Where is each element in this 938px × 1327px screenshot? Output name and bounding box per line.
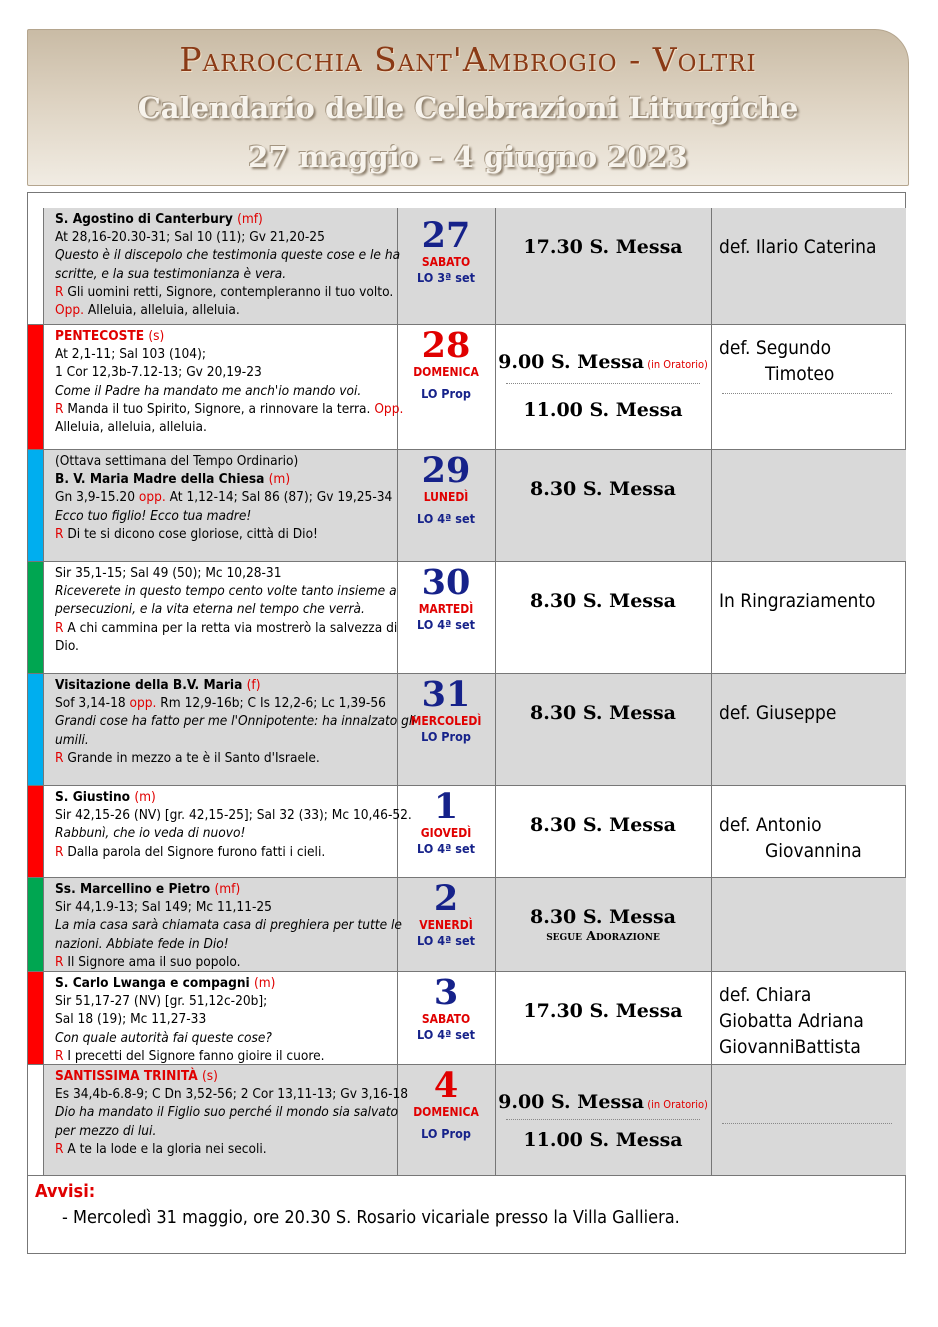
reading-text: Riceverete in questo tempo cento volte tanto insieme a persecuzioni, e la vita eterna nel tempo che verrà. (55, 583, 397, 618)
mass-separator (506, 383, 700, 384)
liturgy-of-hours: LO 4ª set (417, 511, 475, 526)
mass-intention: def. Segundo (719, 337, 832, 359)
reading-line (55, 1103, 417, 1139)
day-name: LUNEDÌ (423, 490, 469, 504)
reading-text: Rabbunì, che io veda di nuovo! (55, 825, 246, 842)
mass-location-note: (in Oratorio) (644, 1098, 708, 1111)
mass-label: 11.00 S. Messa (523, 399, 683, 421)
mass-time (495, 1129, 711, 1151)
reading-text: Gli uomini retti, Signore, contempleranno il tuo volto. (67, 283, 394, 300)
reading-line (55, 452, 417, 470)
day-row (28, 1065, 906, 1176)
day-number: 4 (433, 1065, 459, 1106)
day-row (28, 786, 906, 878)
reading-text: (m) (134, 789, 156, 805)
calendar-subtitle: Calendario delle Celebrazioni Liturgiche (137, 91, 799, 125)
day-name: SABATO (421, 255, 471, 269)
mass-label: 17.30 S. Messa (523, 1000, 683, 1022)
mass-location-note: (in Oratorio) (644, 358, 708, 371)
reading-text: R (55, 619, 68, 636)
reading-text: R (55, 525, 68, 542)
liturgy-of-hours: LO Prop (421, 1126, 471, 1141)
reading-text: SANTISSIMA TRINITÀ (55, 1068, 202, 1084)
day-date (397, 450, 495, 527)
liturgical-color-bar (28, 674, 44, 785)
liturgical-color-bar (28, 562, 44, 673)
day-number: 3 (433, 972, 459, 1013)
mass-label: 11.00 S. Messa (523, 1129, 683, 1151)
liturgy-readings (55, 676, 417, 767)
reading-text: Sir 44,1.9-13; Sal 149; Mc 11,11-25 (55, 899, 272, 916)
day-date (397, 562, 495, 633)
reading-line (55, 488, 417, 506)
reading-line (55, 694, 417, 712)
intention-separator (722, 393, 892, 394)
day-date (397, 674, 495, 745)
day-date (397, 972, 495, 1043)
reading-text: Sof 3,14-18 (55, 695, 130, 712)
liturgy-of-hours: LO 4ª set (417, 1027, 475, 1042)
mass-intention: In Ringraziamento (719, 590, 876, 612)
mass-intention: def. Antonio (719, 814, 822, 836)
reading-text: Dalla parola del Signore furono fatti i cieli. (67, 843, 326, 860)
reading-line (55, 582, 417, 618)
reading-text: (m) (268, 471, 291, 488)
reading-line (55, 525, 417, 543)
reading-line (55, 788, 417, 806)
liturgy-readings (55, 880, 417, 971)
liturgical-color-bar (28, 208, 44, 324)
reading-text: Sir 51,17-27 (NV) [gr. 51,12c-20b]; (55, 993, 268, 1010)
column-divider (495, 208, 496, 324)
mass-intention: def. Chiara (719, 984, 812, 1006)
liturgy-readings (55, 452, 417, 543)
reading-line (55, 345, 417, 363)
reading-text: At 1,12-14; Sal 86 (87); Gv 19,25-34 (165, 489, 393, 506)
reading-text: opp. (129, 695, 157, 712)
reading-text: Opp. (55, 302, 85, 319)
reading-line (55, 1047, 417, 1065)
reading-line (55, 1140, 417, 1158)
reading-text: Visitazione della B.V. Maria (55, 677, 247, 693)
intention-separator (722, 1123, 892, 1124)
reading-line (55, 676, 417, 694)
reading-line (55, 564, 417, 582)
mass-intention: Giovannina (765, 840, 862, 862)
reading-text: Dio ha mandato il Figlio suo perché il mondo sia salvato per mezzo di lui. (55, 1104, 398, 1139)
reading-text: (mf) (214, 881, 241, 897)
mass-label: 9.00 S. Messa (498, 1091, 645, 1113)
liturgy-readings (55, 327, 417, 436)
reading-line (55, 210, 417, 228)
mass-label: 9.00 S. Messa (498, 351, 645, 373)
liturgy-readings (55, 1067, 417, 1158)
day-number: 27 (421, 215, 471, 256)
column-divider (495, 450, 496, 561)
column-divider (711, 1065, 712, 1175)
reading-text: R (55, 843, 68, 860)
column-divider (711, 325, 712, 449)
mass-intention: def. Ilario Caterina (719, 236, 877, 258)
reading-text: Con quale autorità fai queste cose? (55, 1029, 272, 1046)
day-date (397, 786, 495, 857)
mass-label: 8.30 S. Messa (530, 906, 676, 928)
mass-label: 8.30 S. Messa (530, 702, 676, 724)
reading-text: Il Signore ama il suo popolo. (67, 953, 241, 970)
reading-text: (Ottava settimana del Tempo Ordinario) (55, 453, 299, 469)
column-divider (711, 674, 712, 785)
reading-text: 1 Cor 12,3b-7.12-13; Gv 20,19-23 (55, 364, 262, 381)
reading-line (55, 1067, 417, 1085)
mass-time (495, 351, 711, 373)
column-divider (711, 450, 712, 561)
reading-text: R (55, 953, 68, 970)
reading-text: opp. (138, 489, 166, 506)
reading-text: A te la lode e la gloria nei secoli. (67, 1140, 267, 1157)
liturgy-of-hours: LO Prop (421, 386, 471, 401)
reading-line (55, 327, 417, 345)
day-row (28, 878, 906, 972)
mass-intention: Timoteo (765, 363, 835, 385)
reading-line (55, 619, 417, 655)
column-divider (711, 972, 712, 1064)
column-divider (711, 878, 712, 971)
mass-time (495, 236, 711, 258)
mass-time (495, 1091, 711, 1113)
reading-text: Sal 18 (19); Mc 11,27-33 (55, 1011, 207, 1028)
reading-text: Come il Padre ha mandato me anch'io mando voi. (55, 382, 362, 399)
liturgy-readings (55, 564, 417, 655)
reading-line (55, 363, 417, 381)
mass-time (495, 1000, 711, 1022)
reading-text: I precetti del Signore fanno gioire il cuore. (67, 1047, 325, 1064)
reading-line (55, 916, 417, 952)
liturgical-color-bar (28, 1065, 44, 1175)
day-name: SABATO (421, 1012, 471, 1026)
reading-text: (mf) (237, 211, 263, 227)
day-date (397, 325, 495, 402)
liturgical-color-bar (28, 972, 44, 1064)
reading-text: La mia casa sarà chiamata casa di preghiera per tutte le nazioni. Abbiate fede in Dio! (55, 917, 402, 952)
mass-label: 8.30 S. Messa (530, 478, 676, 500)
day-name: GIOVEDÌ (420, 826, 472, 840)
reading-line (55, 824, 417, 842)
mass-label: 17.30 S. Messa (523, 236, 683, 258)
reading-text: Questo è il discepolo che testimonia queste cose e le ha scritte, e la sua testimonianza è vera. (55, 247, 401, 282)
reading-line (55, 843, 417, 861)
reading-text: S. Giustino (55, 789, 135, 805)
mass-time (495, 906, 711, 943)
liturgy-of-hours: LO 4ª set (417, 841, 475, 856)
liturgy-readings (55, 210, 417, 319)
parish-title: Parrocchia Sant'Ambrogio - Voltri (179, 40, 757, 79)
liturgy-of-hours: LO 3ª set (417, 270, 475, 285)
mass-label: 8.30 S. Messa (530, 590, 676, 612)
reading-text: R (55, 400, 68, 417)
day-name: VENERDÌ (419, 918, 473, 932)
day-row (28, 450, 906, 562)
header-banner (27, 29, 909, 186)
column-divider (711, 786, 712, 877)
mass-time (495, 814, 711, 836)
reading-text: Alleluia, alleluia, alleluia. (55, 419, 207, 436)
reading-text: Sir 35,1-15; Sal 49 (50); Mc 10,28-31 (55, 565, 282, 581)
day-row (28, 674, 906, 786)
mass-time (495, 702, 711, 724)
column-divider (495, 674, 496, 785)
mass-followup: segue Adorazione (546, 928, 660, 943)
mass-time (495, 399, 711, 421)
reading-text: S. Agostino di Canterbury (55, 211, 238, 227)
day-row (28, 972, 906, 1065)
day-name: MARTEDÌ (418, 602, 474, 616)
day-row (28, 562, 906, 674)
day-number: 1 (433, 786, 459, 827)
reading-line (55, 382, 417, 400)
day-date (397, 215, 495, 286)
day-number: 28 (421, 325, 471, 366)
reading-text: Ss. Marcellino e Pietro (55, 881, 215, 897)
notices-section (35, 1181, 680, 1228)
column-divider (711, 208, 712, 324)
column-divider (711, 562, 712, 673)
reading-line (55, 470, 417, 488)
mass-intention: Giobatta Adriana (719, 1010, 864, 1032)
reading-line (55, 974, 417, 992)
calendar-period: 27 maggio – 4 giugno 2023 (248, 140, 688, 174)
reading-text: Opp. (374, 400, 404, 417)
reading-text: At 28,16-20.30-31; Sal 10 (11); Gv 21,20-25 (55, 229, 325, 246)
liturgy-of-hours: LO Prop (421, 729, 471, 744)
reading-text: S. Carlo Lwanga e compagni (55, 975, 254, 991)
column-divider (495, 325, 496, 449)
day-date (397, 1065, 495, 1142)
liturgical-color-bar (28, 325, 44, 449)
notice-item: - Mercoledì 31 maggio, ore 20.30 S. Rosario vicariale presso la Villa Galliera. (62, 1207, 680, 1228)
reading-text: (s) (201, 1068, 218, 1084)
reading-text: Manda il tuo Spirito, Signore, a rinnovare la terra. (67, 400, 375, 417)
reading-line (55, 507, 417, 525)
reading-line (55, 283, 417, 319)
mass-separator (506, 1119, 700, 1120)
reading-line (55, 228, 417, 246)
reading-text: (f) (246, 677, 261, 693)
reading-text: PENTECOSTE (55, 328, 149, 344)
reading-text: Gn 3,9-15.20 (55, 489, 139, 506)
mass-label: 8.30 S. Messa (530, 814, 676, 836)
reading-text: A chi cammina per la retta via mostrerò la salvezza di Dio. (55, 619, 398, 654)
day-number: 30 (421, 562, 471, 603)
reading-text: Di te si dicono cose gloriose, città di Dio! (67, 525, 318, 542)
day-number: 2 (433, 878, 459, 919)
liturgy-readings (55, 974, 417, 1065)
reading-text: R (55, 1140, 68, 1157)
day-name: MERCOLEDÌ (410, 714, 482, 728)
day-number: 29 (421, 450, 471, 491)
reading-text: B. V. Maria Madre della Chiesa (55, 471, 269, 488)
mass-intention: GiovanniBattista (719, 1036, 861, 1058)
liturgy-of-hours: LO 4ª set (417, 617, 475, 632)
reading-line (55, 1085, 417, 1103)
reading-line (55, 1010, 417, 1028)
reading-text: R (55, 749, 68, 766)
day-date (397, 878, 495, 949)
day-number: 31 (421, 674, 471, 715)
notices-title: Avvisi: (35, 1181, 96, 1202)
liturgy-of-hours: LO 4ª set (417, 933, 475, 948)
reading-text: Grande in mezzo a te è il Santo d'Israele. (67, 749, 320, 766)
reading-text: Rm 12,9-16b; C Is 12,2-6; Lc 1,39-56 (156, 695, 386, 712)
liturgical-color-bar (28, 450, 44, 561)
liturgical-color-bar (28, 878, 44, 971)
reading-text: Ecco tuo figlio! Ecco tua madre! (55, 507, 252, 524)
reading-text: Es 34,4b-6.8-9; C Dn 3,52-56; 2 Cor 13,11-13; Gv 3,16-18 (55, 1086, 409, 1103)
mass-time (495, 478, 711, 500)
day-name: DOMENICA (413, 365, 479, 379)
mass-intention: def. Giuseppe (719, 702, 837, 724)
liturgy-readings (55, 788, 417, 861)
reading-line (55, 749, 417, 767)
reading-line (55, 712, 417, 748)
day-row (28, 325, 906, 450)
column-divider (495, 562, 496, 673)
reading-text: Grandi cose ha fatto per me l'Onnipotente: ha innalzato gli umili. (55, 713, 416, 748)
reading-line (55, 1029, 417, 1047)
reading-text: (s) (148, 328, 165, 344)
mass-time (495, 590, 711, 612)
reading-line (55, 992, 417, 1010)
day-row (28, 208, 906, 325)
reading-line (55, 246, 417, 282)
column-divider (495, 1065, 496, 1175)
reading-line (55, 880, 417, 898)
reading-text: R (55, 283, 68, 300)
reading-text: Alleluia, alleluia, alleluia. (84, 302, 240, 319)
reading-line (55, 806, 417, 824)
reading-text: R (55, 1047, 68, 1064)
reading-text: At 2,1-11; Sal 103 (104); (55, 346, 206, 363)
day-name: DOMENICA (413, 1105, 479, 1119)
reading-text: (m) (253, 975, 276, 991)
reading-line (55, 953, 417, 971)
liturgical-color-bar (28, 786, 44, 877)
reading-text: Sir 42,15-26 (NV) [gr. 42,15-25]; Sal 32 (33); Mc 10,46-52. (55, 807, 412, 824)
reading-line (55, 400, 417, 436)
reading-line (55, 898, 417, 916)
